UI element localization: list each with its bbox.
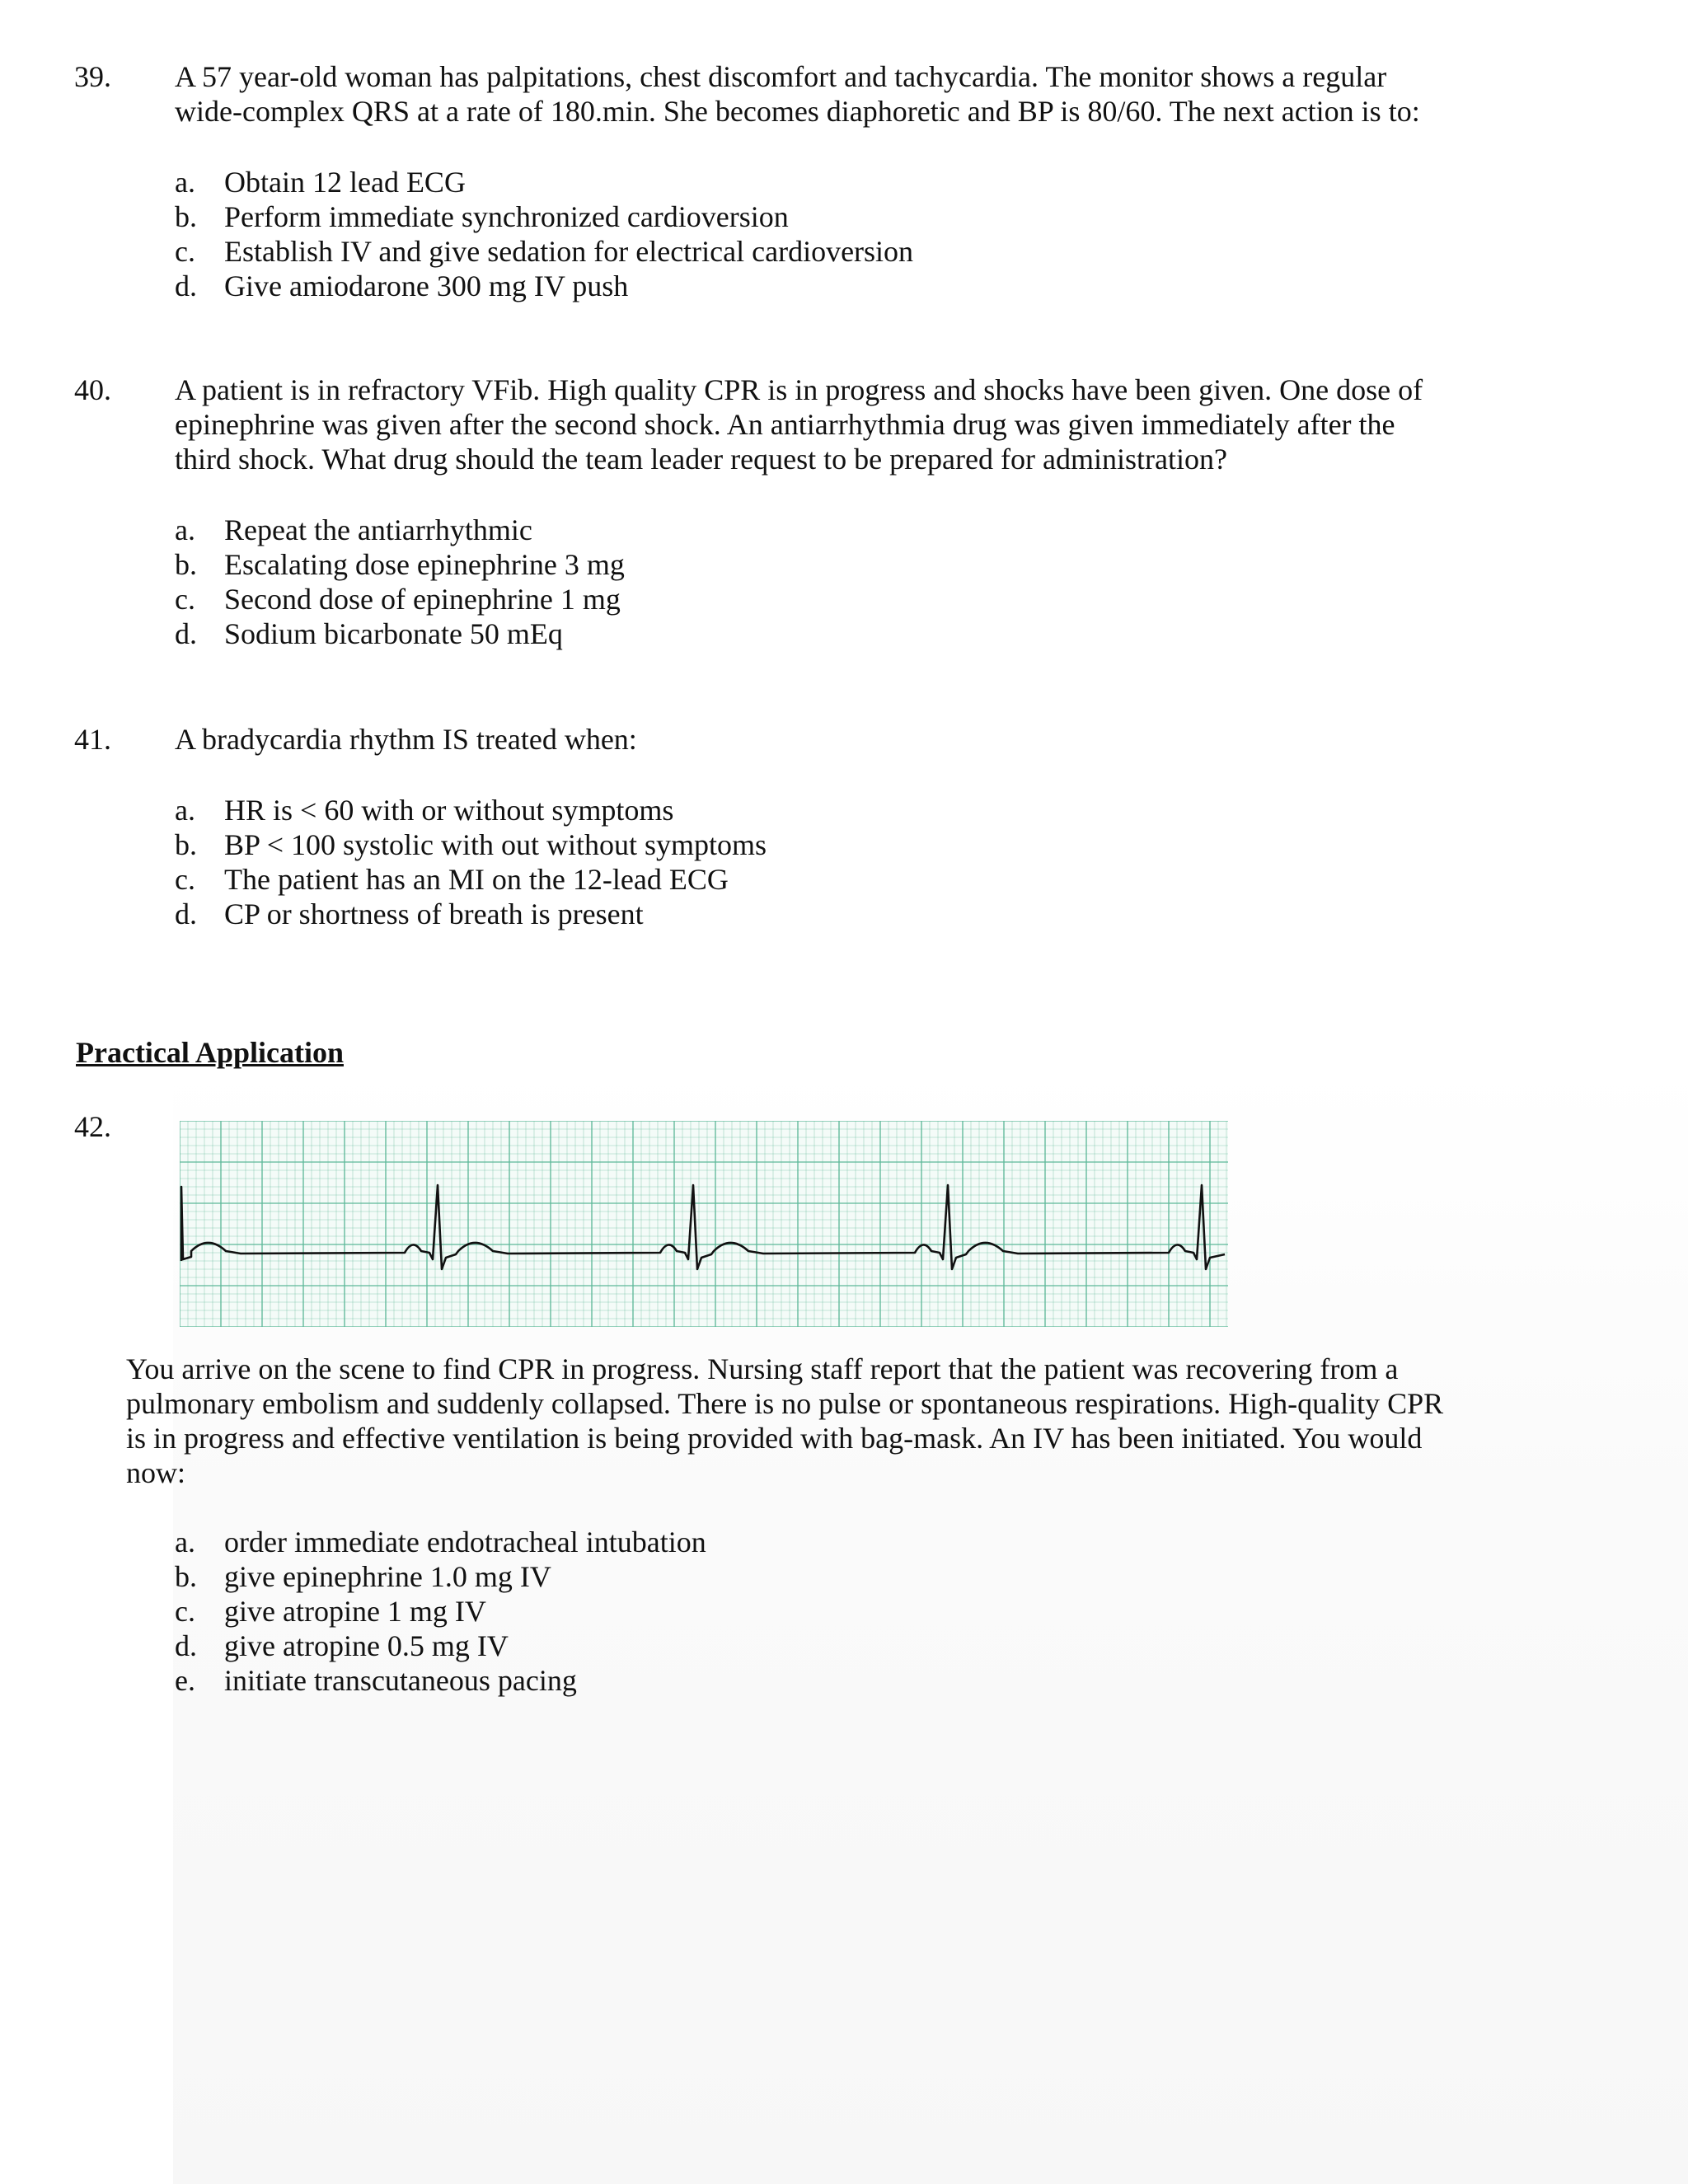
option-text: Escalating dose epinephrine 3 mg — [224, 548, 625, 581]
answer-option-b[interactable] — [175, 827, 1411, 862]
answer-option-c[interactable] — [175, 862, 1411, 897]
option-text: Repeat the antiarrhythmic — [224, 513, 532, 546]
option-letter: e. — [175, 1664, 195, 1697]
option-letter: d. — [175, 898, 197, 930]
option-letter: c. — [175, 863, 195, 896]
answer-option-d[interactable] — [175, 616, 1411, 651]
option-text: The patient has an MI on the 12-lead ECG — [224, 863, 729, 896]
option-text: initiate transcutaneous pacing — [224, 1664, 577, 1697]
option-letter: b. — [175, 548, 197, 581]
answer-options — [175, 165, 1411, 303]
scenario-line: now: — [126, 1456, 185, 1489]
answer-options — [175, 1525, 1411, 1698]
scenario-line: is in progress and effective ventilation is being provided with bag-mask. An IV has been initiated. You would — [126, 1422, 1423, 1455]
answer-option-a[interactable] — [175, 513, 1411, 547]
option-text: CP or shortness of breath is present — [224, 898, 644, 930]
answer-option-d[interactable] — [175, 269, 1411, 303]
option-text: Sodium bicarbonate 50 mEq — [224, 617, 563, 650]
option-letter: b. — [175, 1560, 197, 1593]
answer-option-a[interactable] — [175, 1525, 1411, 1559]
answer-option-b[interactable] — [175, 547, 1411, 582]
stem-line: third shock. What drug should the team leader request to be prepared for administration? — [175, 443, 1227, 476]
answer-option-b[interactable] — [175, 1559, 1411, 1594]
option-text: give atropine 0.5 mg IV — [224, 1629, 509, 1662]
option-letter: c. — [175, 235, 195, 268]
option-text: give atropine 1 mg IV — [224, 1595, 486, 1628]
option-text: Second dose of epinephrine 1 mg — [224, 583, 621, 616]
answer-option-c[interactable] — [175, 1594, 1411, 1629]
ecg-paper-background — [180, 1121, 1228, 1327]
answer-options — [175, 513, 1411, 651]
stem-line: wide-complex QRS at a rate of 180.min. She becomes diaphoretic and BP is 80/60. The next action is to: — [175, 95, 1420, 128]
question-number: 39. — [74, 60, 111, 93]
answer-option-c[interactable] — [175, 582, 1411, 616]
answer-option-d[interactable] — [175, 1629, 1411, 1663]
answer-option-c[interactable] — [175, 234, 1411, 269]
option-text: HR is < 60 with or without symptoms — [224, 794, 674, 827]
option-letter: c. — [175, 583, 195, 616]
option-letter: a. — [175, 513, 195, 546]
option-text: Perform immediate synchronized cardioversion — [224, 200, 789, 233]
question-number: 41. — [74, 723, 111, 756]
answer-option-d[interactable] — [175, 897, 1411, 931]
scenario-text — [126, 1352, 1527, 1490]
option-letter: d. — [175, 617, 197, 650]
answer-option-a[interactable] — [175, 793, 1411, 827]
answer-option-b[interactable] — [175, 199, 1411, 234]
section-title: Practical Application — [76, 1036, 344, 1069]
option-text: BP < 100 systolic with out without symptoms — [224, 828, 767, 861]
stem-line: A bradycardia rhythm IS treated when: — [175, 723, 637, 756]
question-stem — [175, 722, 1510, 757]
option-text: Establish IV and give sedation for electrical cardioversion — [224, 235, 914, 268]
scenario-line: pulmonary embolism and suddenly collapsed. There is no pulse or spontaneous respirations. High-quality CPR — [126, 1387, 1444, 1420]
option-letter: d. — [175, 1629, 197, 1662]
option-letter: b. — [175, 200, 197, 233]
stem-line: epinephrine was given after the second shock. An antiarrhythmia drug was given immediately after the — [175, 408, 1395, 441]
option-letter: b. — [175, 828, 197, 861]
option-text: order immediate endotracheal intubation — [224, 1526, 706, 1558]
question-stem — [175, 59, 1510, 129]
question-number: 42. — [74, 1110, 111, 1143]
option-letter: a. — [175, 1526, 195, 1558]
answer-option-a[interactable] — [175, 165, 1411, 199]
option-letter: c. — [175, 1595, 195, 1628]
ecg-rhythm-strip — [180, 1121, 1228, 1327]
stem-line: A 57 year-old woman has palpitations, chest discomfort and tachycardia. The monitor shows a regular — [175, 60, 1387, 93]
option-text: Give amiodarone 300 mg IV push — [224, 269, 629, 302]
stem-line: A patient is in refractory VFib. High quality CPR is in progress and shocks have been given. One dose of — [175, 373, 1423, 406]
option-text: Obtain 12 lead ECG — [224, 166, 466, 199]
question-stem — [175, 373, 1510, 476]
option-letter: a. — [175, 166, 195, 199]
answer-option-e[interactable] — [175, 1663, 1411, 1698]
question-number: 40. — [74, 373, 111, 406]
option-text: give epinephrine 1.0 mg IV — [224, 1560, 551, 1593]
answer-options — [175, 793, 1411, 931]
scenario-line: You arrive on the scene to find CPR in progress. Nursing staff report that the patient was recovering from a — [126, 1352, 1399, 1385]
option-letter: d. — [175, 269, 197, 302]
option-letter: a. — [175, 794, 195, 827]
